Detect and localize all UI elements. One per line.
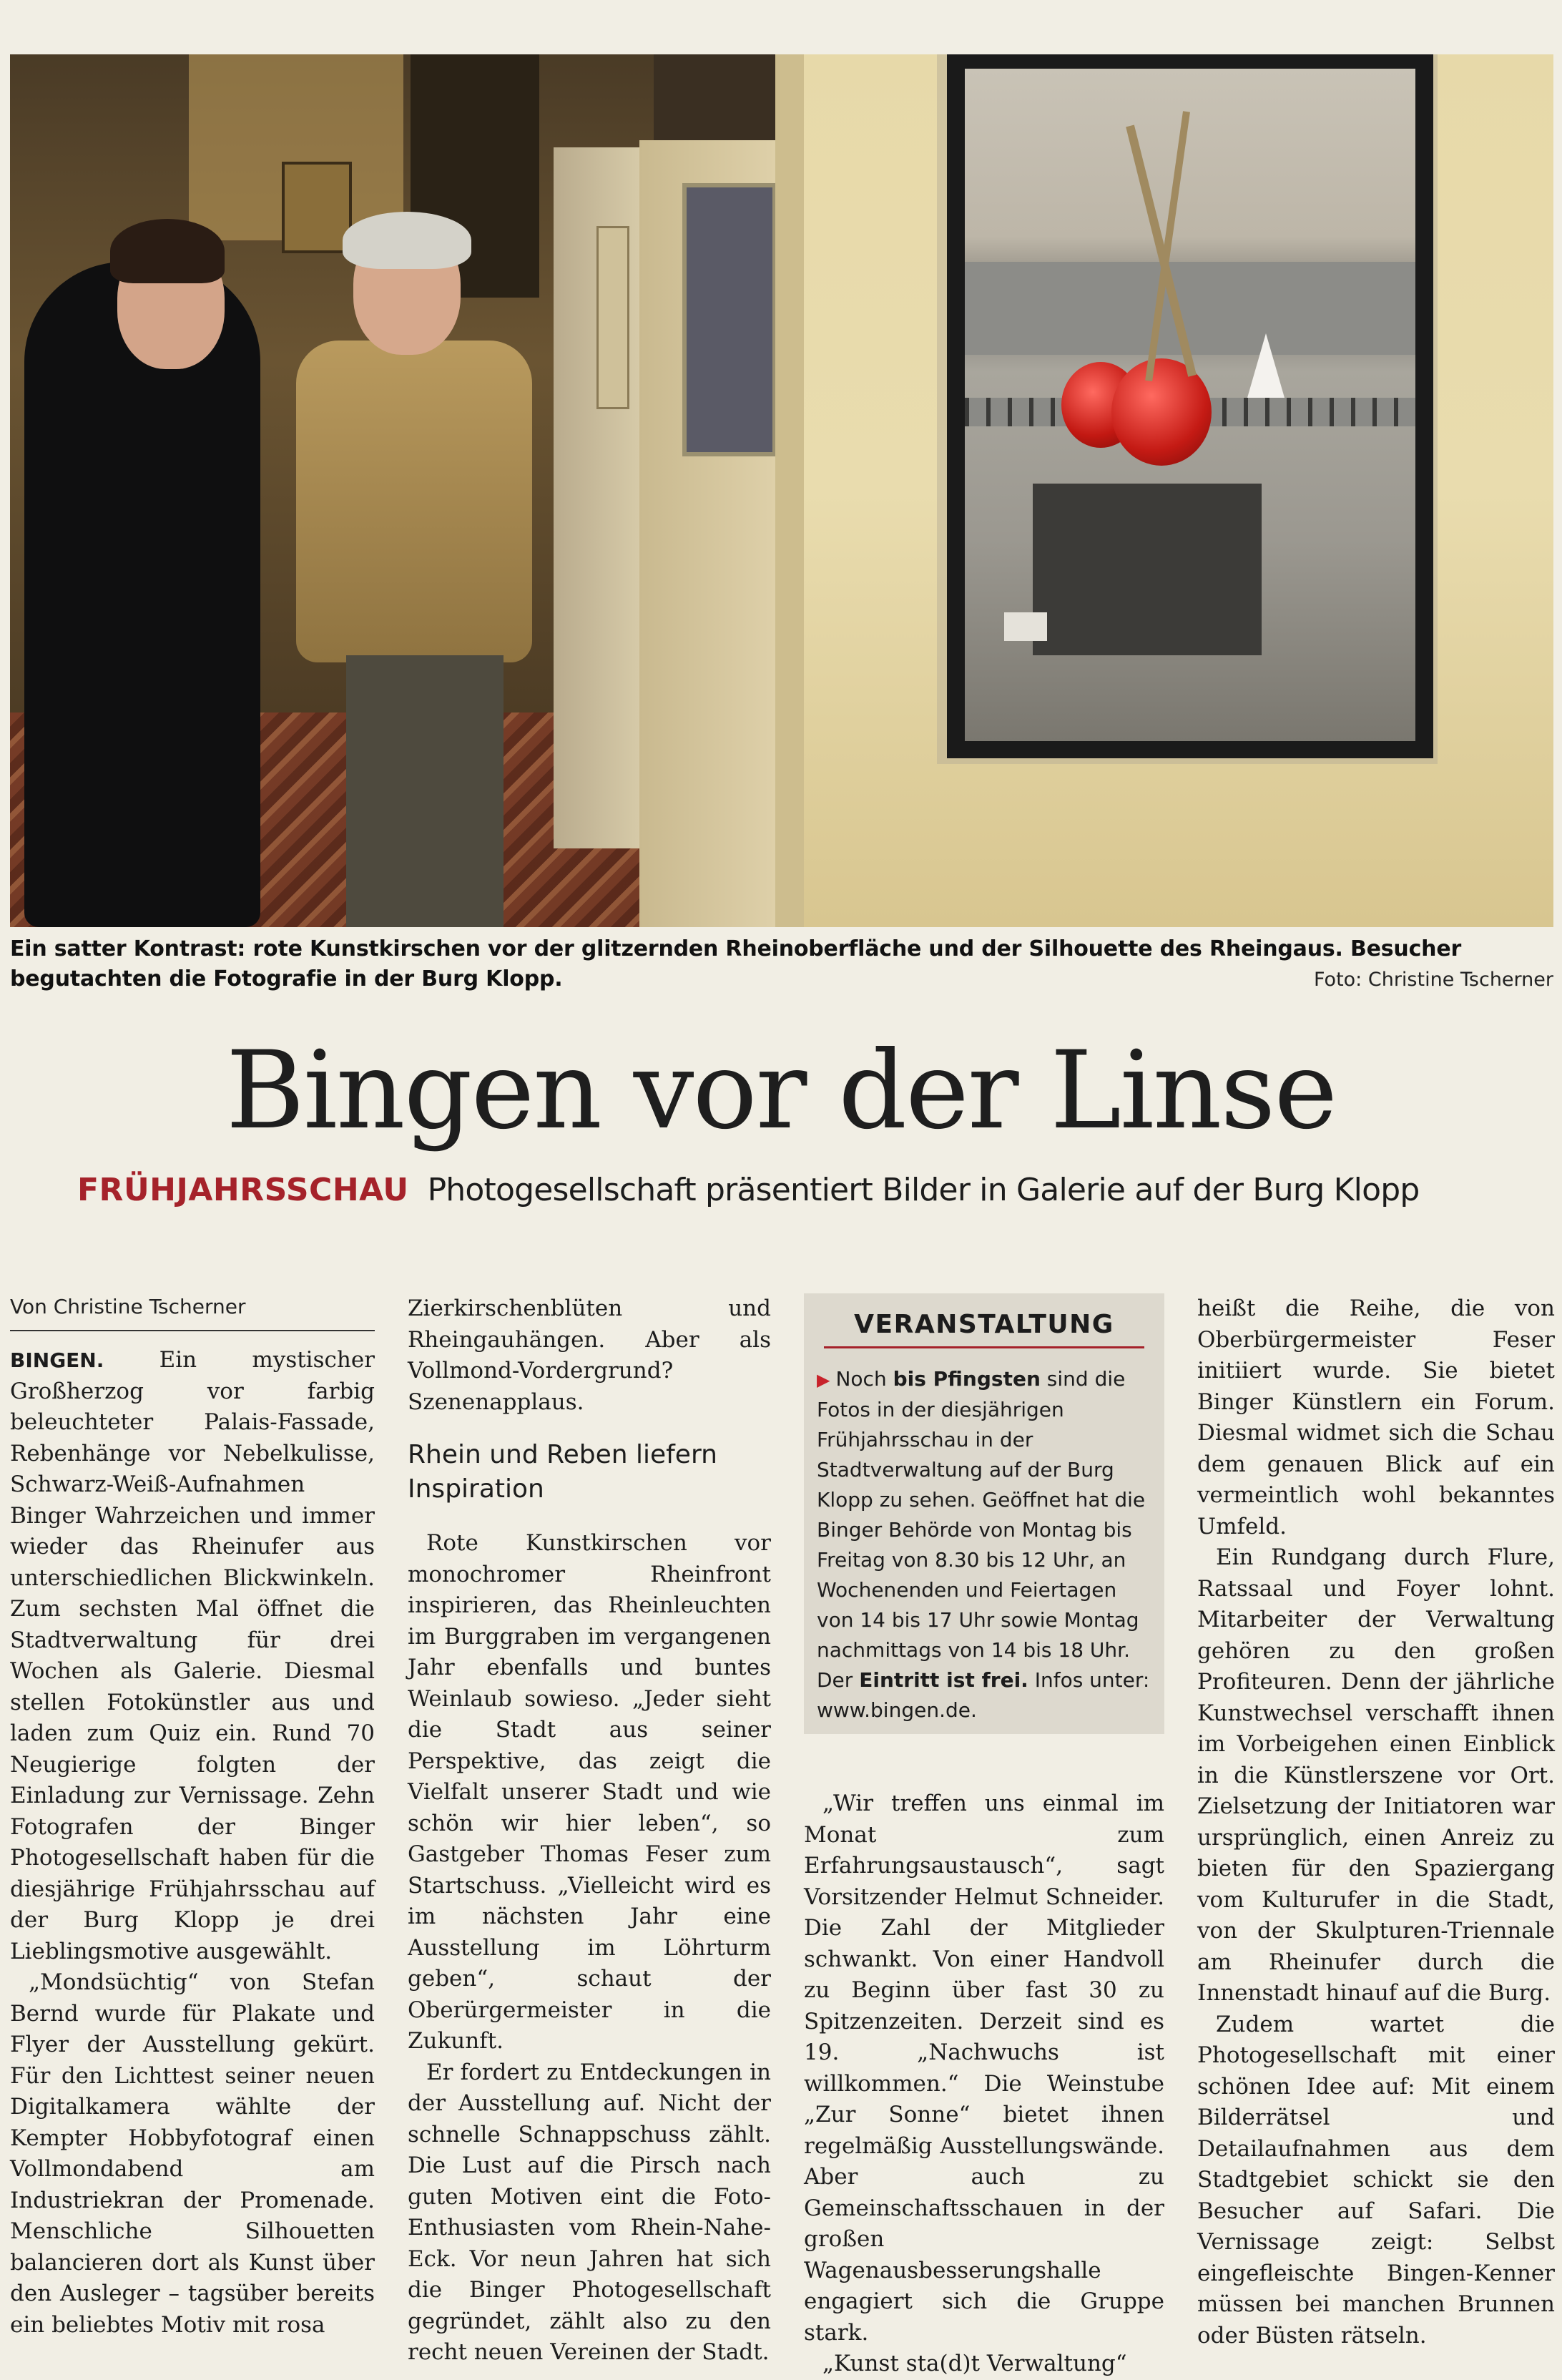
paragraph: „Kunst sta(d)t Verwaltung“	[822, 2351, 1127, 2376]
author-byline: Von Christine Tscherner	[10, 1295, 375, 1331]
dateline: BINGEN.	[10, 1348, 104, 1372]
box-text-part: Noch	[835, 1367, 887, 1391]
subheading: Rhein und Reben liefern Inspiration	[408, 1440, 717, 1504]
box-heading: VERANSTALTUNG	[824, 1309, 1144, 1348]
paragraph: „Mondsüchtig“ von Stefan Bernd wurde für Plakate und Flyer der Ausstellung gekürt. Für den Lichttest seiner neuen Digitalkamera wählte der Kempter Hobbyfotograf einen Vollmondabend am Industriekran der Promenade. Menschliche Silhouetten balancieren dort als Kunst über den Ausleger – tagsüber bereits ein beliebtes Motiv mit rosa	[10, 1969, 375, 2338]
paragraph-text: Ein mystischer Großherzog vor farbig beleuchteter Palais-Fassade, Rebenhänge vor Nebelkulisse, Schwarz-Weiß-Aufnahmen Binger Wahrzeichen und immer wieder das Rheinufer aus unterschiedlichen Blickwinkeln. Zum sechsten Mal öffnet die Stadtverwaltung für drei Wochen als Galerie. Diesmal stellen Fotokünstler aus und laden zum Quiz ein. Rund 70 Neugierige folgten der Einladung zur Vernissage. Zehn Fotografen der Binger Photogesellschaft haben für die diesjährige Frühjahrsschau auf der Burg Klopp je drei Lieblingsmotive ausgewählt.	[10, 1347, 375, 1964]
paragraph	[10, 1345, 375, 1967]
paragraph: Ein Rundgang durch Flure, Ratssaal und Foyer lohnt. Mitarbeiter der Verwaltung gehören zu den großen Profiteuren. Denn der jährliche Kunstwechsel verschafft ihnen im Vorbeigehen einen Einblick in die Künstlerszene vor Ort. Zielsetzung der Initiatoren war ursprünglich, einen Anreiz zu bieten für den Spaziergang vom Kulturufer in die Stadt, von der Skulpturen-Triennale am Rheinufer durch die Innenstadt hinauf auf die Burg.	[1197, 1544, 1555, 2006]
box-highlight: bis Pfingsten	[893, 1367, 1041, 1391]
kicker-label: FRÜHJAHRSSCHAU	[77, 1172, 409, 1208]
paragraph: „Wir treffen uns einmal im Monat zum Erfahrungsaustausch“, sagt Vorsitzender Helmut Schneider. Die Zahl der Mitglieder schwankt. Von einer Handvoll zu Beginn über fast 30 zu Spitzenzeiten. Derzeit sind es 19. „Nachwuchs ist willkommen.“ Die Weinstube „Zur Sonne“ bietet ihnen regelmäßig Ausstellungswände. Aber auch zu Gemeinschaftsschauen in der großen Wagenausbesserungshalle engagiert sich die Gruppe stark.	[804, 1791, 1164, 2346]
triangle-right-icon: ▶	[817, 1370, 830, 1390]
photo-caption: Ein satter Kontrast: rote Kunstkirschen vor der glitzernden Rheinoberfläche und der Silhouette des Rheingaus. Besucher begutachten die Fotografie in der Burg Klopp.	[10, 936, 1462, 991]
subtitle: Photogesellschaft präsentiert Bilder in Galerie auf der Burg Klopp	[427, 1172, 1420, 1208]
column-3	[804, 1788, 1164, 2380]
box-link-text: Infos unter: www.bingen.de.	[817, 1668, 1150, 1722]
paragraph: Er fordert zu Entdeckungen in der Ausstellung auf. Nicht der schnelle Schnappschuss zählt. Die Lust auf die Pirsch nach guten Motiven eint die Foto-Enthusiasten vom Rhein-Nahe-Eck. Vor neun Jahren hat sich die Binger Photogesellschaft gegründet, zählt also zu den recht neuen Vereinen der Stadt.	[408, 2059, 771, 2365]
paragraph: Zudem wartet die Photogesellschaft mit einer schönen Idee auf: Mit einem Bilderrätsel und Detailaufnahmen aus dem Stadtgebiet schickt sie den Besucher auf Safari. Die Vernissage zeigt: Selbst eingefleischte Bingen-Kenner müssen bei manchen Brunnen oder Büsten rätseln.	[1197, 2011, 1555, 2349]
box-text	[817, 1364, 1151, 1725]
photo-credit: Foto: Christine Tscherner	[1313, 969, 1553, 991]
column-4	[1197, 1293, 1555, 2351]
paragraph: Zierkirschenblüten und Rheingauhängen. Aber als Vollmond-Vordergrund? Szenenapplaus.	[408, 1296, 771, 1415]
column-2	[408, 1293, 771, 2369]
article-photo	[10, 54, 1553, 927]
event-info-box	[804, 1293, 1164, 1734]
headline: Bingen vor der Linse	[225, 1029, 1337, 1153]
box-highlight: Eintritt ist frei.	[859, 1668, 1028, 1692]
box-text-part: sind die Fotos in der diesjährigen Frühjahrsschau in der Stadtverwaltung auf der Burg Klopp zu sehen. Geöffnet hat die Binger Behörde von Montag bis Freitag von 8.30 bis 12 Uhr, an Wochenenden und Feiertagen von 14 bis 17 Uhr sowie Montag nachmittags von 14 bis 18 Uhr. Der	[817, 1367, 1146, 1692]
paragraph: Rote Kunstkirschen vor monochromer Rheinfront inspirieren, das Rheinleuchten im Burggraben im vergangenen Jahr ebenfalls und buntes Weinlaub sowieso. „Jeder sieht die Stadt aus seiner Perspektive, das zeigt die Vielfalt unserer Stadt und wie schön wir hier leben“, so Gastgeber Thomas Feser zum Startschuss. „Vielleicht wird es im nächsten Jahr eine Ausstellung im Löhrturm geben“, schaut der Oberürgermeister in die Zukunft.	[408, 1530, 771, 2054]
kicker-line	[77, 1169, 1420, 1212]
paragraph: heißt die Reihe, die von Oberbürgermeister Feser initiiert wurde. Sie bietet Binger Künstlern ein Forum. Diesmal widmet sich die Schau dem genauen Blick auf ein vermeintlich wohl bekanntes Umfeld.	[1197, 1296, 1555, 1539]
column-1	[10, 1345, 375, 2341]
